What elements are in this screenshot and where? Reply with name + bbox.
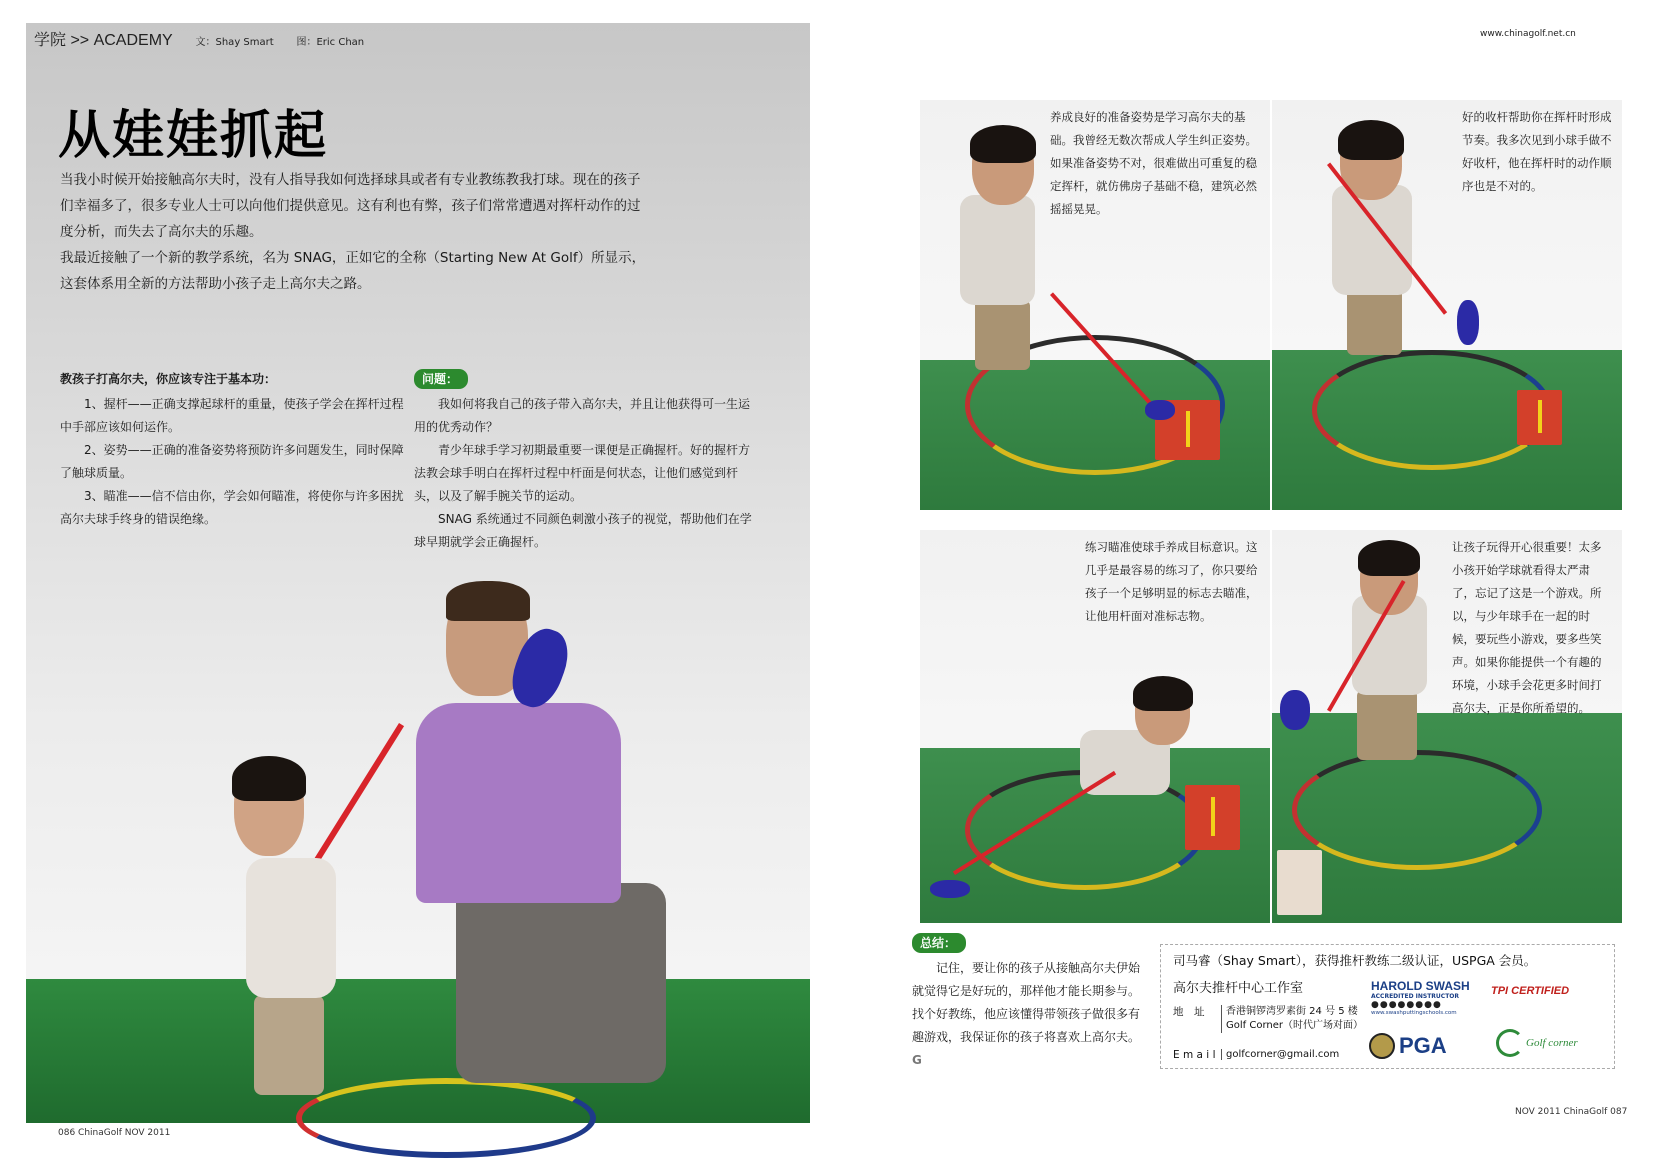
swoosh-icon (1496, 1029, 1524, 1057)
question-paragraph: 我如何将我自己的孩子带入高尔夫，并且让他获得可一生运用的优秀动作？ (414, 397, 751, 434)
harold-swash-url: www.swashputtingschools.com (1371, 1010, 1457, 1016)
question-tag: 问题： (414, 369, 468, 389)
pga-wordmark: PGA (1399, 1033, 1447, 1058)
page-header (34, 27, 364, 50)
kid-shorts (1347, 285, 1402, 355)
section-label: 学院 >> ACADEMY (34, 32, 173, 49)
question-paragraph: 青少年球手学习初期最重要一课便是正确握杆。好的握杆方法教会球手明白在挥杆过程中杆面是何状态，让他们感觉到杆头，以及了解手腕关节的运动。 (414, 443, 751, 503)
photo-caption: 练习瞄准使球手养成目标意识。这几乎是最容易的练习了，你只要给孩子一个足够明显的标志去瞄准，让他用杆面对准标志物。 (1085, 540, 1258, 623)
summary-text: 记住，要让你的孩子从接触高尔夫伊始就觉得它是好玩的，那样他才能长期参与。找个好教练，他应该懂得带领孩子做很多有趣游戏，我保证你的孩子将喜欢上高尔夫。 (912, 961, 1141, 1044)
basics-lead: 教孩子打高尔夫，你应该专注于基本功： (60, 372, 277, 386)
photo-caption: 让孩子玩得开心很重要！太多小孩开始学球就看得太严肃了，忘记了这是一个游戏。所以，与少年球手在一起的时候，要玩些小游戏，要多些笑声。如果你能提供一个有趣的环境，小球手会花更多时间打高尔夫，正是你所希望的。 (1452, 540, 1602, 715)
intro-paragraph: 当我小时候开始接触高尔夫时，没有人指导我如何选择球具或者有专业教练教我打球。现在的孩子们幸福多了，很多专业人士可以向他们提供意见。这有利也有弊，孩子们常常遭遇对挥杆动作的过度分析，而失去了高尔夫的乐趣。 (60, 172, 641, 240)
coach-figure (456, 883, 666, 1083)
coach-hair (446, 581, 530, 621)
summary-tag: 总结： (912, 933, 966, 953)
golf-corner-logo (1496, 1029, 1578, 1057)
kid-hair (1133, 676, 1193, 711)
address-text: 香港铜锣湾罗素街 24 号 5 楼 Golf Corner（时代广场对面） (1221, 1005, 1366, 1033)
email-label: E m a i l (1173, 1049, 1216, 1061)
photo-fun (1272, 530, 1622, 923)
coach-shirt (416, 703, 621, 903)
aim-mat (1185, 785, 1240, 850)
harold-swash-logo (1371, 979, 1481, 1016)
text-credit: 文：Shay Smart (195, 37, 274, 48)
question-column (414, 368, 754, 554)
kid-hair (1338, 120, 1404, 160)
kid-shirt (960, 195, 1035, 305)
email-address[interactable]: golfcorner@gmail.com (1221, 1049, 1339, 1060)
training-hoop (1292, 750, 1542, 870)
club-head (1457, 300, 1479, 345)
photo-finish (1272, 100, 1622, 510)
boy-hair (232, 756, 306, 801)
author-ad-box (1160, 944, 1615, 1069)
photo-aim (920, 530, 1270, 923)
aim-mat (1517, 390, 1562, 445)
basics-column (60, 368, 410, 531)
pga-seal-icon (1369, 1033, 1395, 1059)
author-bio: 司马睿（Shay Smart），获得推杆教练二级认证，USPGA 会员。 (1173, 953, 1537, 968)
boy-shirt (246, 858, 336, 998)
kid-hair (1358, 540, 1420, 576)
intro-paragraph: 我最近接触了一个新的教学系统，名为 SNAG，正如它的全称（Starting New At Golf）所显示，这套体系用全新的方法帮助小孩子走上高尔夫之路。 (60, 250, 646, 292)
training-hoop (1312, 350, 1552, 470)
intro-text (60, 167, 650, 297)
photo-credit: 图：Eric Chan (296, 37, 365, 48)
summary-paragraph (912, 957, 1144, 1072)
boy-figure (254, 995, 324, 1095)
tpi-certified-logo: TPI CERTIFIED (1491, 985, 1570, 997)
golf-corner-wordmark: Golf corner (1526, 1037, 1578, 1049)
summary-block (912, 932, 1144, 1072)
page-footer-right: NOV 2011 ChinaGolf 087 (1515, 1107, 1628, 1117)
harold-swash-name: HAROLD SWASH (1371, 979, 1470, 993)
aim-mat (1277, 850, 1322, 915)
club-head (1280, 690, 1310, 730)
left-page (26, 23, 810, 1138)
golf-balls-icon: ●●●●●●●● (1371, 1000, 1442, 1010)
article-title: 从娃娃抓起 (58, 106, 329, 166)
studio-name: 高尔夫推杆中心工作室 (1173, 981, 1304, 996)
kid-shorts (975, 300, 1030, 370)
end-mark: G (912, 1053, 922, 1067)
photo-caption: 养成良好的准备姿势是学习高尔夫的基础。我曾经无数次帮成人学生纠正姿势。如果准备姿势不对，很难做出可重复的稳定挥杆，就仿佛房子基础不稳，建筑必然摇摇晃晃。 (1050, 110, 1257, 216)
kid-shirt (1332, 185, 1412, 295)
pga-logo (1369, 1033, 1447, 1059)
photo-caption: 好的收杆帮助你在挥杆时形成节奏。我多次见到小球手做不好收杆，他在挥杆时的动作顺序也是不对的。 (1462, 110, 1612, 193)
club-head (1145, 400, 1175, 420)
harold-swash-sub: ACCREDITED INSTRUCTOR (1371, 993, 1460, 1000)
basics-item: 1、握杆——正确支撑起球杆的重量，使孩子学会在挥杆过程中手部应该如何运作。 (60, 397, 404, 434)
basics-item: 2、姿势——正确的准备姿势将预防许多问题发生，同时保障了触球质量。 (60, 443, 404, 480)
question-paragraph: SNAG 系统通过不同颜色刺激小孩子的视觉，帮助他们在学球早期就学会正确握杆。 (414, 512, 752, 549)
page-footer-left: 086 ChinaGolf NOV 2011 (58, 1128, 171, 1138)
kid-shorts (1357, 690, 1417, 760)
basics-item: 3、瞄准——信不信由你，学会如何瞄准，将使你与许多困扰高尔夫球手终身的错误绝缘。 (60, 489, 404, 526)
training-hoop (296, 1078, 596, 1158)
kid-hair (970, 125, 1036, 163)
website-url: www.chinagolf.net.cn (1480, 29, 1576, 39)
address-label: 地 址 (1173, 1006, 1205, 1018)
photo-setup (920, 100, 1270, 510)
club-head (930, 880, 970, 898)
